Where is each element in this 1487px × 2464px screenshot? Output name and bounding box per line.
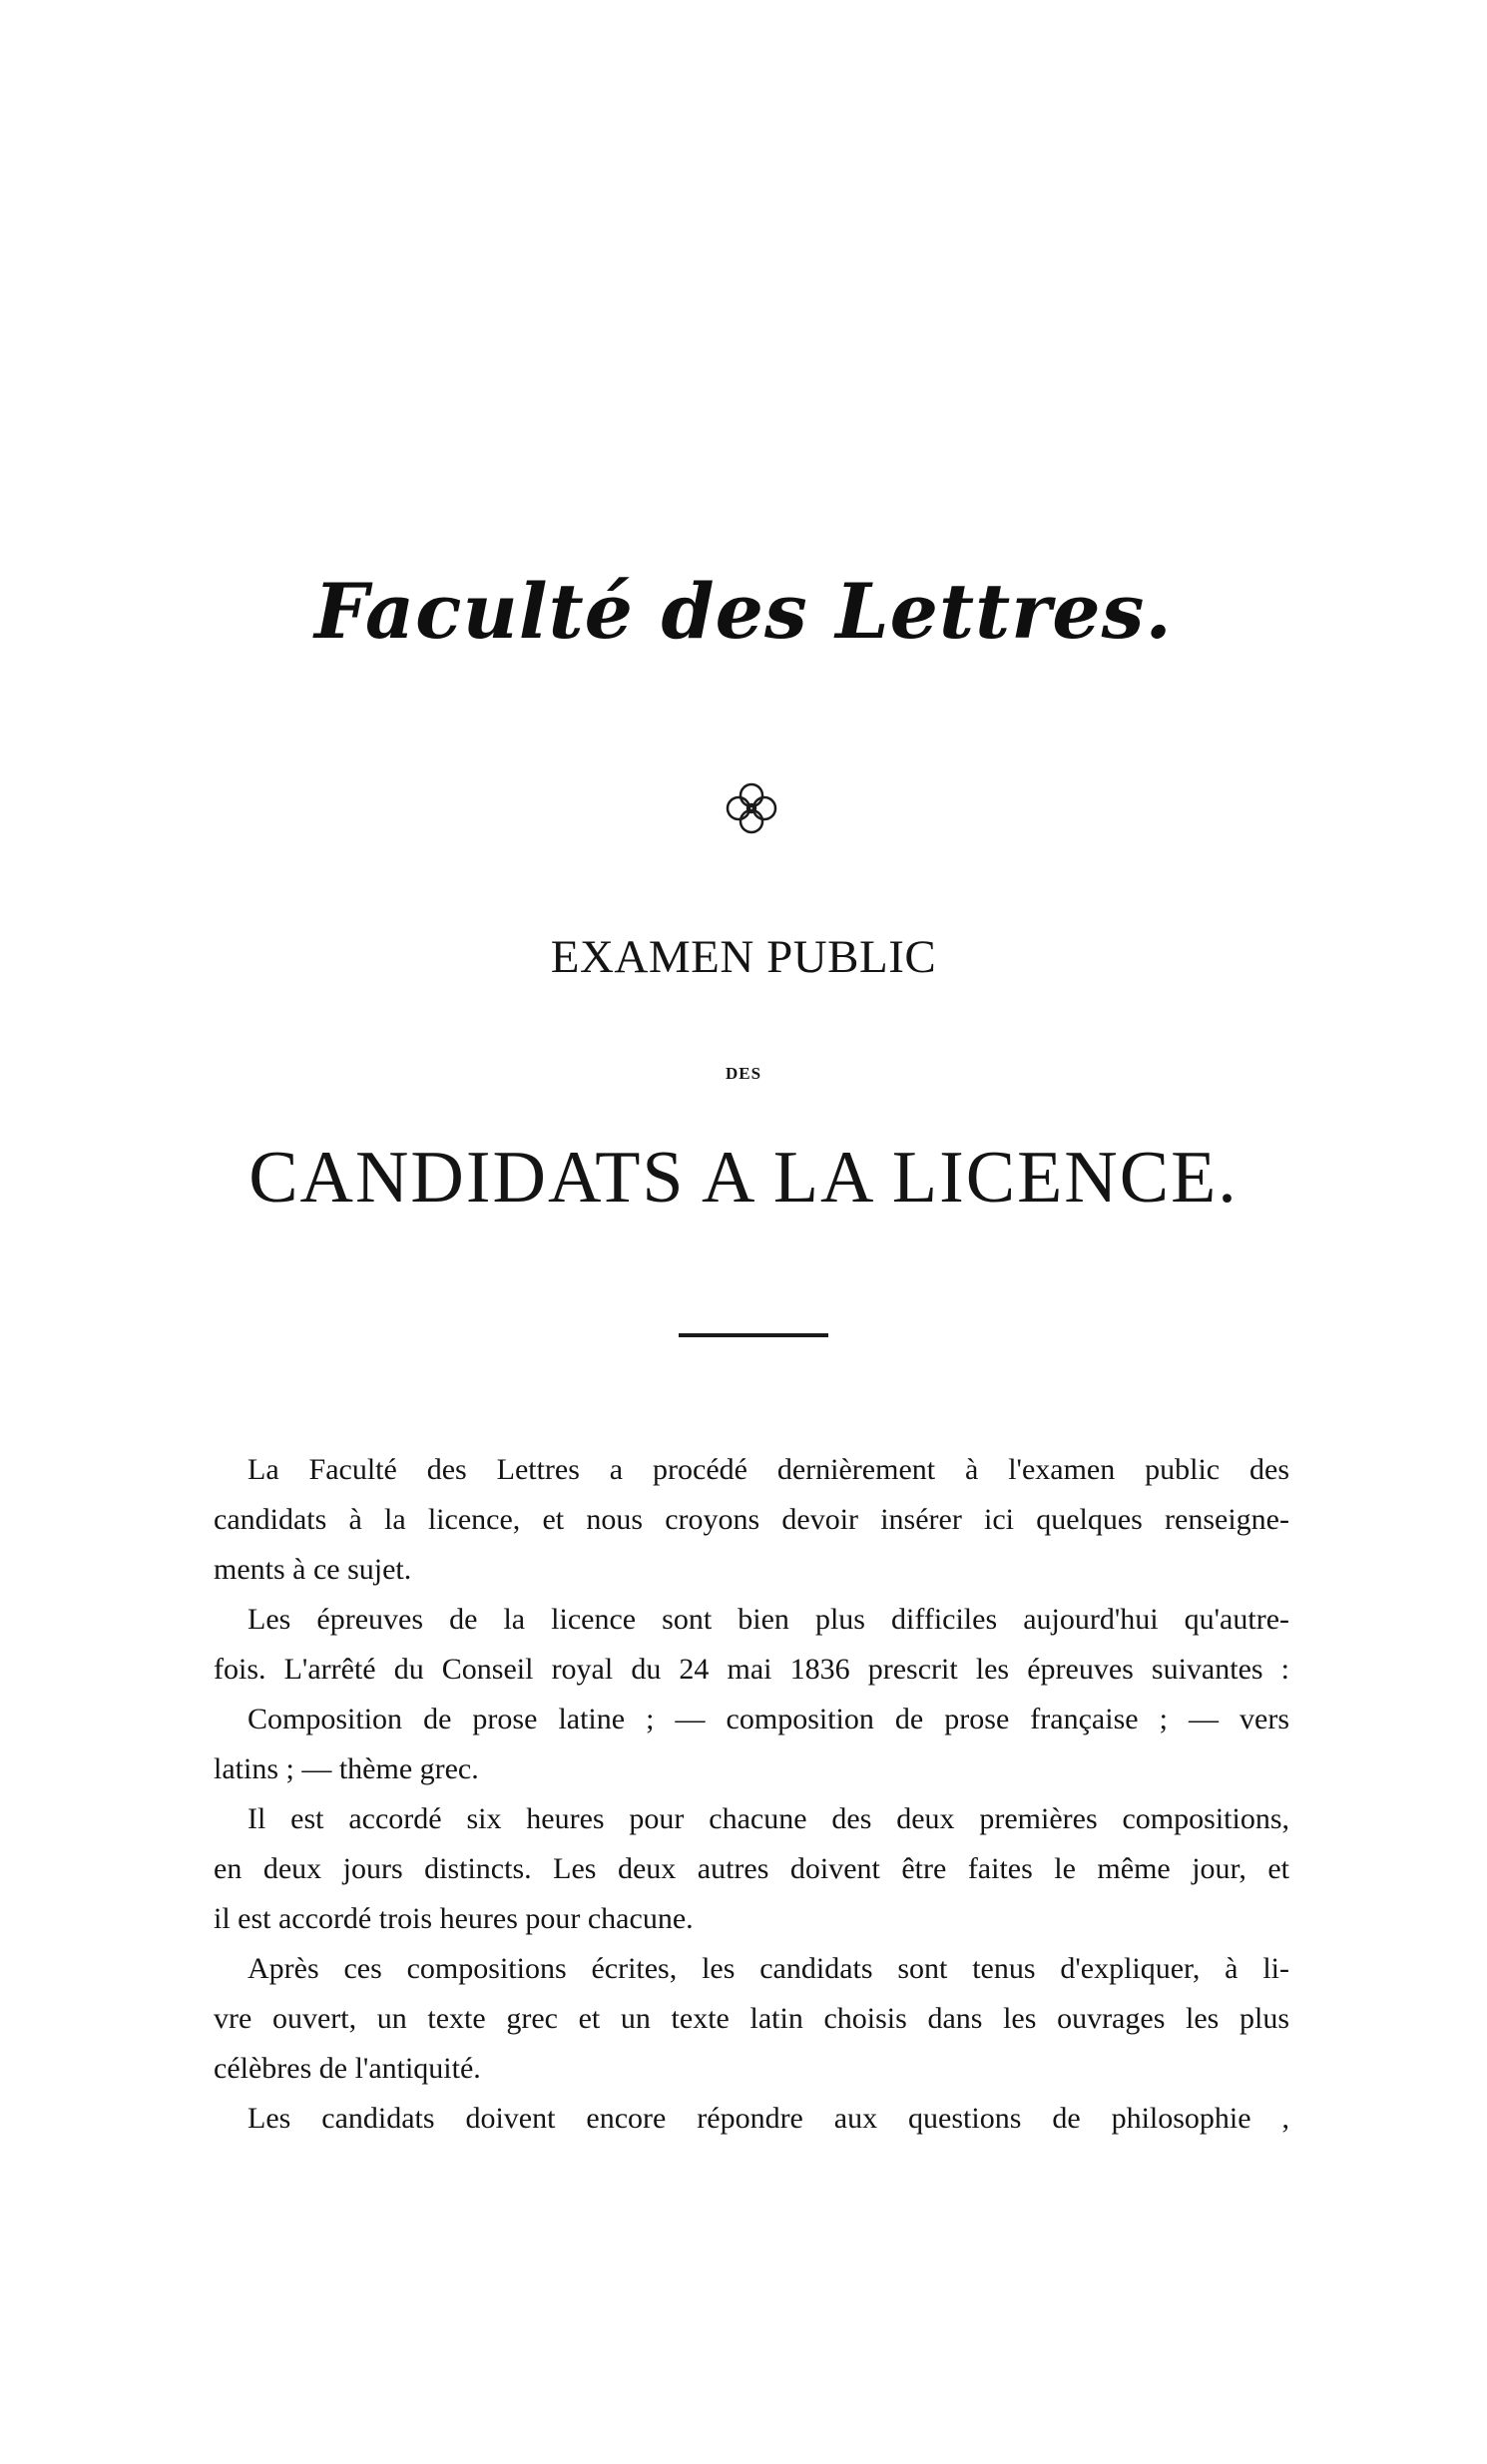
paragraph-line: fois. L'arrêté du Conseil royal du 24 mai 1836 prescrit les épreuves suivantes : bbox=[214, 1653, 1289, 1686]
paragraph-line: latins ; — thème grec. bbox=[214, 1752, 479, 1785]
quatrefoil-ornament-icon bbox=[724, 780, 779, 836]
heading-candidats: CANDIDATS A LA LICENCE. bbox=[248, 1137, 1239, 1219]
faculty-title: Faculté des Lettres. bbox=[314, 567, 1173, 656]
paragraph-line: célèbres de l'antiquité. bbox=[214, 2052, 481, 2085]
paragraph-line: candidats à la licence, et nous croyons devoir insérer ici quelques renseigne- bbox=[214, 1503, 1289, 1536]
paragraph-line: en deux jours distincts. Les deux autres doivent être faites le même jour, et bbox=[214, 1852, 1289, 1885]
divider-rule bbox=[679, 1333, 828, 1337]
paragraph-line: ments à ce sujet. bbox=[214, 1553, 412, 1586]
paragraph-line: Après ces compositions écrites, les candidats sont tenus d'expliquer, à li- bbox=[248, 1952, 1289, 1985]
paragraph-line: Les candidats doivent encore répondre aux questions de philosophie , bbox=[248, 2102, 1289, 2135]
body-text bbox=[214, 1445, 1289, 2144]
paragraph-line: il est accordé trois heures pour chacune. bbox=[214, 1902, 694, 1935]
paragraph-line: Composition de prose latine ; — composition de prose française ; — vers bbox=[248, 1703, 1289, 1735]
paragraph-line: La Faculté des Lettres a procédé dernièrement à l'examen public des bbox=[248, 1453, 1289, 1486]
heading-examen-public: EXAMEN PUBLIC bbox=[550, 931, 937, 983]
paragraph-line: Il est accordé six heures pour chacune des deux premières compositions, bbox=[248, 1802, 1289, 1835]
paragraph-line: vre ouvert, un texte grec et un texte latin choisis dans les ouvrages les plus bbox=[214, 2002, 1289, 2035]
heading-des: DES bbox=[725, 1064, 762, 1083]
paragraph-line: Les épreuves de la licence sont bien plus difficiles aujourd'hui qu'autre- bbox=[248, 1603, 1289, 1636]
